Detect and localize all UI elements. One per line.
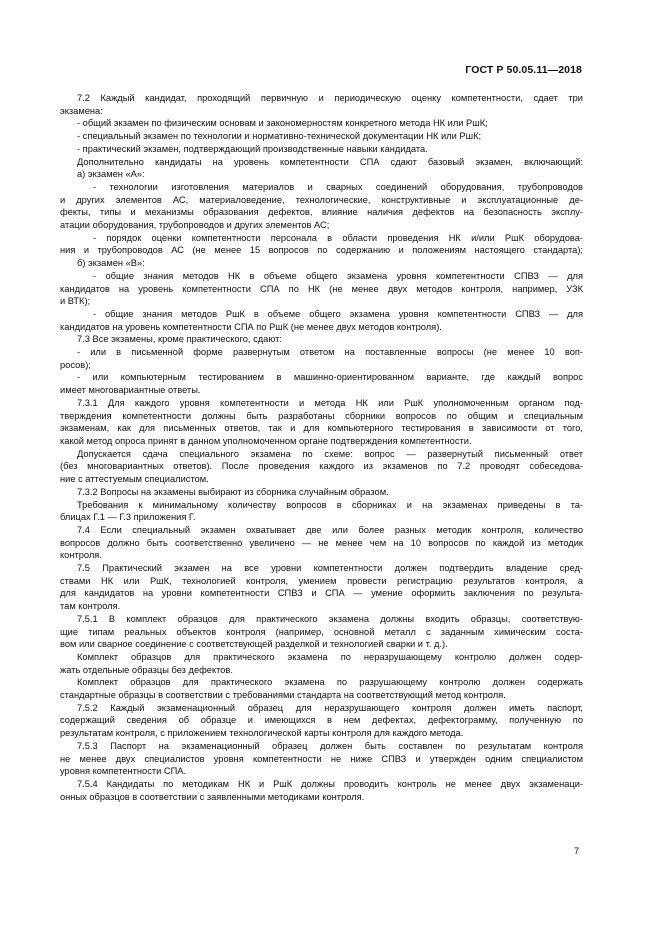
text-line: ние с аттестуемым специалистом. bbox=[60, 474, 209, 485]
text-line: 7.5.1 В комплект образцов для практического экзамена должны входить образцы, соответствую- bbox=[77, 613, 583, 624]
text-line: и ВТК); bbox=[60, 296, 91, 307]
text-line: экзаменам, как для письменных ответов, так и для компьютерного тестирования в зависимости от того, bbox=[60, 423, 583, 434]
text-line: щие типам реальных объектов контроля (например, основной металл с заданным химическим соста- bbox=[60, 626, 583, 637]
text-line: имеет многовариантные ответы. bbox=[60, 385, 201, 396]
text-line: там контроля. bbox=[60, 601, 121, 612]
text-line: 7.5 Практический экзамен на все уровни компетентности должен подтвердить владение сред- bbox=[77, 563, 583, 574]
text-line: стандартные образцы в соответствии с требованиями стандарта на соответствующий метод контроля. bbox=[60, 690, 506, 701]
text-line: б) экзамен «В»: bbox=[77, 258, 145, 269]
text-line: - общие знания методов РшК в объеме общего экзамена уровня компетентности СПВЗ — для bbox=[93, 308, 583, 319]
text-line: (без многовариантных ответов). После проведения каждого из экзаменов по 7.2 проводят собеседова- bbox=[60, 461, 583, 472]
text-line: содержащий сведения об образце и имеющихся в нем дефектах, дефектограмму, полученную по bbox=[60, 715, 583, 726]
text-line: - или компьютерным тестированием в машинно-ориентированном варианте, где каждый вопрос bbox=[77, 372, 583, 383]
text-line: 7.3 Все экзамены, кроме практического, сдают: bbox=[77, 334, 282, 345]
text-line: - общие знания методов НК в объеме общего экзамена уровня компетентности СПВЗ — для bbox=[93, 270, 583, 281]
text-line: - или в письменной форме развернутым ответом на поставленные вопросы (не менее 10 воп- bbox=[77, 347, 583, 358]
text-line: ния и трубопроводов АС (не менее 15 вопросов по содержанию и положениям настоящего стандарта); bbox=[60, 245, 583, 256]
text-line: кандидатов на уровень компетентности СПА по РшК (не менее двух методов контроля). bbox=[60, 321, 442, 332]
text-line: 7.5.4 Кандидаты по методикам НК и РшК должны проводить контроль не менее двух экзаменаци- bbox=[77, 778, 583, 789]
text-line: Требования к минимальному количеству вопросов в сборниках и на экзаменах приведены в та- bbox=[77, 499, 583, 510]
text-line: 7.2 Каждый кандидат, проходящий первичную и периодическую оценку компетентности, сдает три bbox=[77, 93, 583, 103]
text-line: 7.5.2 Каждый экзаменационный образец для неразрушающего контроля должен иметь паспорт, bbox=[77, 702, 583, 713]
text-line: уровня компетентности СПА. bbox=[60, 766, 187, 777]
text-line: контроля. bbox=[60, 550, 102, 561]
text-line: - специальный экзамен по технологии и нормативно-технической документации НК или РшК; bbox=[77, 131, 482, 142]
text-line: результатам контроля, с приложением технологической карты контроля для каждого метода. bbox=[60, 728, 464, 739]
text-line: Дополнительно кандидаты на уровень компетентности СПА сдают базовый экзамен, включающий: bbox=[77, 156, 583, 167]
document-body bbox=[60, 92, 583, 803]
text-line: блицах Г.1 — Г.3 приложения Г. bbox=[60, 512, 196, 523]
text-line: Комплект образцов для практического экзамена по неразрушающему контролю должен содер- bbox=[77, 651, 583, 662]
text-line: вом или сварное соединение с соответствующей разделкой и технологией сварки и т. д.). bbox=[60, 639, 448, 650]
text-line: 7.3.2 Вопросы на экзамены выбирают из сборника случайным образом. bbox=[77, 486, 389, 497]
text-line: ствами НК или РшК, технологией контроля, умением провести регистрацию результатов контроля, а bbox=[60, 575, 583, 586]
text-line: - технологии изготовления материалов и сварных соединений оборудования, трубопроводов bbox=[93, 181, 583, 192]
text-line: кандидатов на уровень компетентности СПА по НК (не менее двух методов контроля, например, УЗК bbox=[60, 283, 583, 294]
text-line: не менее двух специалистов уровня компетентности не ниже СПВЗ и утвержден одним специалистом bbox=[60, 753, 583, 764]
text-line: 7.5.3 Паспорт на экзаменационный образец должен быть составлен по результатам контроля bbox=[77, 740, 583, 751]
text-line: 7.3.1 Для каждого уровня компетентности и метода НК или РшК уполномоченным органом под- bbox=[77, 397, 583, 408]
text-line: и других элементов АС, материаловедение, технологические, конструктивные и эксплуатационные де- bbox=[60, 194, 583, 205]
text-line: Допускается сдача специального экзамена по схеме: вопрос — развернутый письменный ответ bbox=[77, 448, 583, 459]
text-line: а) экзамен «А»: bbox=[77, 169, 145, 180]
text-line: вопросов должно быть соответственно увеличено — не менее чем на 10 вопросов по каждой из методик bbox=[60, 537, 583, 548]
text-line: - порядок оценки компетентности персонала в области проведения НК и/или РшК оборудова- bbox=[93, 232, 583, 243]
text-line: Комплект образцов для практического экзамена по разрушающему контролю должен содержать bbox=[77, 677, 583, 688]
text-line: экзамена: bbox=[60, 105, 103, 116]
text-line: какой метод опроса принят в данном уполномоченном органе подтверждения компетентности. bbox=[60, 435, 472, 446]
text-line: фекты, типы и механизмы образования дефектов, влияние наличия дефектов на безопасность эксплу- bbox=[60, 207, 583, 218]
text-line: атации оборудования, трубопроводов и других элементов АС; bbox=[60, 220, 330, 231]
text-line: - практический экзамен, подтверждающий производственные навыки кандидата. bbox=[77, 143, 428, 154]
text-line: для кандидатов на уровни компетентности СПВЗ и СПА — умение оформить заключения по результа- bbox=[60, 588, 583, 599]
page-number: 7 bbox=[574, 846, 580, 856]
text-line: тверждения компетентности должны быть разработаны сборники вопросов по общим и специальным bbox=[60, 410, 583, 421]
text-line: жать отдельные образцы без дефектов. bbox=[60, 664, 233, 675]
text-line: - общий экзамен по физическим основам и закономерностям конкретного метода НК или РшК; bbox=[77, 118, 488, 129]
text-line: росов); bbox=[60, 359, 91, 370]
text-line: онных образцов в соответствии с заявленными методиками контроля. bbox=[60, 791, 365, 802]
text-line: 7.4 Если специальный экзамен охватывает две или более разных методик контроля, количество bbox=[77, 524, 583, 535]
standard-designation: ГОСТ Р 50.05.11—2018 bbox=[465, 64, 582, 76]
